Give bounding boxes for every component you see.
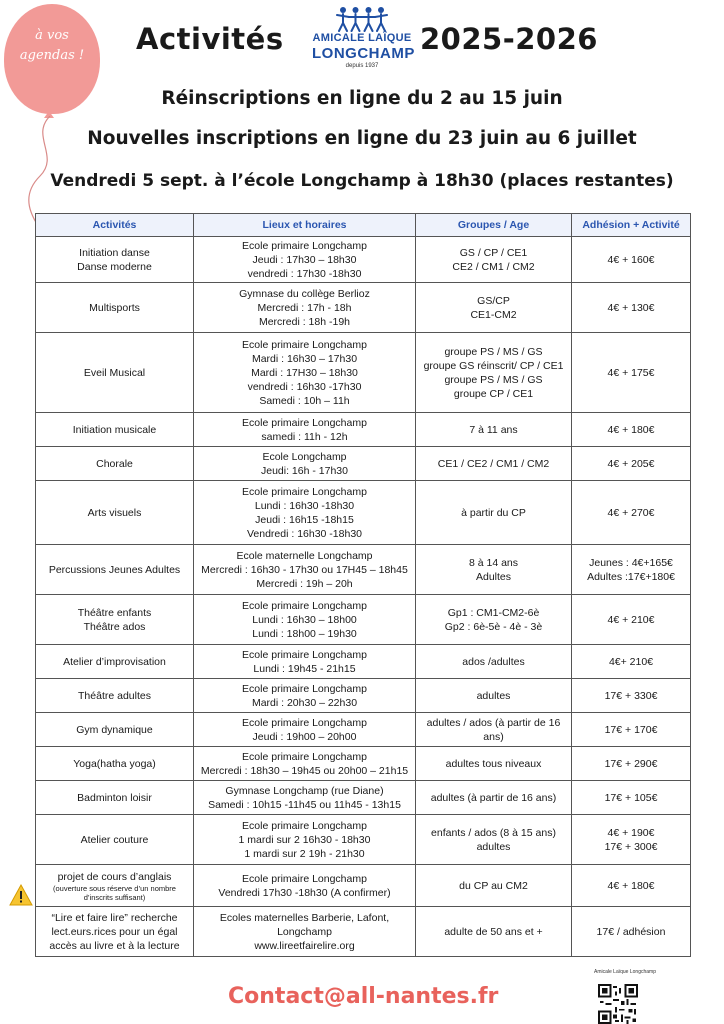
cell-places-line: Lundi : 18h00 – 19h30 xyxy=(252,627,357,640)
cell-activity-line: Multisports xyxy=(89,301,140,314)
subtitle-vendredi: Vendredi 5 sept. à l’école Longchamp à 18h30 (places restantes) xyxy=(50,171,674,191)
balloon-text xyxy=(4,26,100,66)
activity-note: (ouverture sous réserve d’un nombre d’inscrits suffisant) xyxy=(53,883,176,902)
cell-price xyxy=(572,283,691,333)
cell-places-line: Ecole primaire Longchamp xyxy=(242,239,367,252)
qr-code-icon[interactable] xyxy=(598,984,638,1024)
cell-activity xyxy=(36,747,194,781)
cell-places-line: Gymnase Longchamp (rue Diane) xyxy=(225,784,384,797)
cell-places-line: Mercredi : 18h -19h xyxy=(258,315,351,328)
cell-places-line: Jeudi: 16h - 17h30 xyxy=(261,464,348,477)
cell-groups-line: adulte de 50 ans et + xyxy=(444,925,543,938)
table-row xyxy=(36,595,691,645)
cell-groups-line: CE1 / CE2 / CM1 / CM2 xyxy=(437,457,550,470)
cell-groups xyxy=(416,747,572,781)
cell-activity-line: “Lire et faire lire” recherche xyxy=(51,911,178,924)
cell-places-line: Jeudi : 19h00 – 20h00 xyxy=(252,730,357,743)
cell-activity-line: Arts visuels xyxy=(87,506,142,519)
cell-price xyxy=(572,713,691,747)
cell-activity xyxy=(36,595,194,645)
table-header-row xyxy=(36,214,691,237)
cell-activity xyxy=(36,283,194,333)
table-row xyxy=(36,481,691,545)
cell-places-line: Lundi : 16h30 -18h30 xyxy=(254,499,355,512)
table-row xyxy=(36,413,691,447)
cell-price xyxy=(572,237,691,283)
cell-price-line: 4€ + 160€ xyxy=(607,253,655,266)
cell-places xyxy=(194,595,416,645)
subtitle-reinscriptions: Réinscriptions en ligne du 2 au 15 juin xyxy=(161,88,563,109)
cell-groups-line: adultes xyxy=(476,689,511,702)
cell-activity xyxy=(36,907,194,957)
cell-activity xyxy=(36,713,194,747)
table-row xyxy=(36,545,691,595)
table-row xyxy=(36,865,691,907)
cell-places-line: www.lireetfairelire.org xyxy=(254,939,355,952)
association-logo xyxy=(312,6,415,80)
table-row xyxy=(36,283,691,333)
cell-groups-line: enfants / ados (8 à 15 ans) xyxy=(431,826,556,839)
cell-places-line: Samedi : 10h15 -11h45 ou 11h45 - 13h15 xyxy=(208,798,401,811)
cell-groups-line: du CP au CM2 xyxy=(459,879,528,892)
cell-places-line: Vendredi 17h30 -18h30 (A confirmer) xyxy=(218,886,391,899)
cell-groups xyxy=(416,781,572,815)
cell-places-line: Jeudi : 16h15 -18h15 xyxy=(255,513,354,526)
people-logo-icon xyxy=(336,6,388,32)
cell-places xyxy=(194,747,416,781)
cell-places-line: Ecole primaire Longchamp xyxy=(242,416,367,429)
cell-price xyxy=(572,447,691,481)
cell-activity-line: Gym dynamique xyxy=(76,723,153,736)
cell-groups xyxy=(416,595,572,645)
cell-places xyxy=(194,237,416,283)
cell-price-line: Jeunes : 4€+165€ xyxy=(589,556,673,569)
cell-groups xyxy=(416,815,572,865)
cell-groups xyxy=(416,907,572,957)
cell-places-line: Ecole primaire Longchamp xyxy=(242,338,367,351)
cell-price-line: 4€ + 130€ xyxy=(607,301,655,314)
cell-activity-line: projet de cours d’anglais xyxy=(57,870,172,883)
cell-price xyxy=(572,333,691,413)
cell-groups-line: à partir du CP xyxy=(461,506,526,519)
table-row xyxy=(36,447,691,481)
cell-places-line: Longchamp xyxy=(277,925,332,938)
cell-groups xyxy=(416,333,572,413)
cell-activity xyxy=(36,679,194,713)
cell-places xyxy=(194,481,416,545)
cell-places-line: Gymnase du collège Berlioz xyxy=(239,287,370,300)
cell-places-line: Mardi : 20h30 – 22h30 xyxy=(251,696,358,709)
cell-places xyxy=(194,815,416,865)
cell-places-line: Mercredi : 16h30 - 17h30 ou 17H45 – 18h45 xyxy=(201,563,408,576)
cell-activity xyxy=(36,865,194,907)
cell-places-line: Lundi : 16h30 – 18h00 xyxy=(252,613,357,626)
cell-groups xyxy=(416,237,572,283)
cell-places-line: 1 mardi sur 2 16h30 - 18h30 xyxy=(238,833,371,846)
cell-places-line: Ecole primaire Longchamp xyxy=(242,872,367,885)
cell-groups-line: adultes tous niveaux xyxy=(445,757,542,770)
cell-price-line: 4€ + 270€ xyxy=(607,506,655,519)
cell-price-line: 4€ + 180€ xyxy=(607,423,655,436)
cell-places-line: Ecole primaire Longchamp xyxy=(242,648,367,661)
cell-groups-line: CE1-CM2 xyxy=(470,308,517,321)
cell-places-line: Ecoles maternelles Barberie, Lafont, xyxy=(219,911,390,924)
cell-price-line: Adultes :17€+180€ xyxy=(587,570,675,583)
cell-places-line: vendredi : 16h30 -17h30 xyxy=(247,380,362,393)
cell-price xyxy=(572,747,691,781)
table-row xyxy=(36,333,691,413)
cell-places-line: Ecole primaire Longchamp xyxy=(242,750,367,763)
cell-places xyxy=(194,333,416,413)
cell-activity xyxy=(36,781,194,815)
cell-groups xyxy=(416,865,572,907)
cell-places xyxy=(194,283,416,333)
cell-places xyxy=(194,781,416,815)
subtitle-nouvelles-inscriptions: Nouvelles inscriptions en ligne du 23 juin au 6 juillet xyxy=(87,128,637,149)
cell-price-line: 17€ + 300€ xyxy=(604,840,658,853)
cell-price-line: 4€ + 175€ xyxy=(607,366,655,379)
cell-places-line: vendredi : 17h30 -18h30 xyxy=(247,267,362,280)
cell-places-line: Ecole primaire Longchamp xyxy=(242,682,367,695)
cell-activity xyxy=(36,481,194,545)
cell-price-line: 4€ + 190€ xyxy=(607,826,655,839)
cell-groups-line: groupe PS / MS / GS xyxy=(444,345,543,358)
cell-groups-line: 8 à 14 ans xyxy=(468,556,519,569)
balloon-line-1: à vos xyxy=(35,28,69,43)
cell-groups-line: CE2 / CM1 / CM2 xyxy=(452,260,535,273)
table-row xyxy=(36,747,691,781)
cell-places xyxy=(194,907,416,957)
qr-label: Amicale Laïque Longchamp xyxy=(594,969,656,975)
cell-groups-line: Gp2 : 6è-5è - 4è - 3è xyxy=(444,620,543,633)
cell-price-line: 17€ + 105€ xyxy=(604,791,658,804)
cell-price-line: 17€ / adhésion xyxy=(596,925,666,938)
cell-places-line: Jeudi : 17h30 – 18h30 xyxy=(252,253,357,266)
cell-activity-line: Théâtre enfants xyxy=(77,606,152,619)
cell-places xyxy=(194,679,416,713)
logo-since: depuis 1937 xyxy=(345,63,379,69)
cell-activity-line: Chorale xyxy=(96,457,133,470)
cell-places-line: Ecole Longchamp xyxy=(262,450,347,463)
cell-price-line: 17€ + 330€ xyxy=(604,689,658,702)
cell-places-line: Samedi : 10h – 11h xyxy=(259,394,350,407)
cell-activity xyxy=(36,237,194,283)
cell-groups-line: adultes / ados (à partir de 16 xyxy=(426,716,561,729)
cell-price-line: 17€ + 170€ xyxy=(604,723,658,736)
cell-groups xyxy=(416,283,572,333)
cell-places-line: Ecole primaire Longchamp xyxy=(242,485,367,498)
cell-activity-line: Danse moderne xyxy=(77,260,152,273)
cell-groups-line: Gp1 : CM1-CM2-6è xyxy=(447,606,540,619)
cell-groups-line: adultes xyxy=(476,840,511,853)
cell-activity xyxy=(36,413,194,447)
cell-activity xyxy=(36,333,194,413)
cell-groups xyxy=(416,645,572,679)
cell-groups-line: groupe CP / CE1 xyxy=(453,387,534,400)
contact-email[interactable]: Contact@all-nantes.fr xyxy=(228,984,499,1009)
table-body xyxy=(36,237,691,957)
cell-price xyxy=(572,413,691,447)
header-adhesion: Adhésion + Activité xyxy=(572,214,691,237)
cell-places-line: Ecole primaire Longchamp xyxy=(242,599,367,612)
cell-activity-line: Théâtre ados xyxy=(83,620,146,633)
cell-activity-line: Initiation danse xyxy=(79,246,150,259)
cell-places xyxy=(194,413,416,447)
table-row xyxy=(36,645,691,679)
cell-activity-line: Yoga(hatha yoga) xyxy=(73,757,156,770)
title-year: 2025-2026 xyxy=(420,22,598,56)
cell-places-line: Ecole primaire Longchamp xyxy=(242,716,367,729)
table-row xyxy=(36,781,691,815)
table-row xyxy=(36,815,691,865)
activities-table xyxy=(35,213,691,957)
cell-places-line: Ecole primaire Longchamp xyxy=(242,819,367,832)
cell-groups xyxy=(416,679,572,713)
header-groupes: Groupes / Age xyxy=(416,214,572,237)
cell-activity-line: Atelier couture xyxy=(80,833,149,846)
cell-price xyxy=(572,865,691,907)
cell-places xyxy=(194,545,416,595)
cell-places-line: Ecole maternelle Longchamp xyxy=(236,549,373,562)
cell-activity-line: Théâtre adultes xyxy=(78,689,151,702)
cell-price xyxy=(572,679,691,713)
cell-places-line: Vendredi : 16h30 -18h30 xyxy=(246,527,362,540)
cell-groups-line: GS/CP xyxy=(477,294,510,307)
cell-places xyxy=(194,713,416,747)
cell-price-line: 4€ + 180€ xyxy=(607,879,655,892)
cell-price-line: 4€ + 205€ xyxy=(607,457,655,470)
cell-activity-line: Badminton loisir xyxy=(77,791,152,804)
cell-groups xyxy=(416,481,572,545)
table-row xyxy=(36,907,691,957)
cell-places-line: samedi : 11h - 12h xyxy=(261,430,348,443)
cell-groups-line: GS / CP / CE1 xyxy=(459,246,528,259)
cell-activity xyxy=(36,645,194,679)
cell-groups-line: 7 à 11 ans xyxy=(469,423,518,436)
cell-groups-line: adultes (à partir de 16 ans) xyxy=(430,791,557,804)
logo-line-1: AMICALE LAÏQUE xyxy=(312,32,412,44)
cell-price-line: 4€ + 210€ xyxy=(607,613,655,626)
cell-activity-line: accès au livre et à la lecture xyxy=(49,939,180,952)
cell-activity-line: Percussions Jeunes Adultes xyxy=(48,563,181,576)
cell-places-line: Mardi : 16h30 – 17h30 xyxy=(251,352,358,365)
cell-places-line: Mardi : 17H30 – 18h30 xyxy=(251,366,358,379)
cell-groups-line: groupe GS réinscrit/ CP / CE1 xyxy=(423,359,564,372)
cell-price xyxy=(572,907,691,957)
header-lieux: Lieux et horaires xyxy=(194,214,416,237)
cell-places-line: Lundi : 19h45 - 21h15 xyxy=(253,662,356,675)
cell-activity xyxy=(36,447,194,481)
cell-places xyxy=(194,865,416,907)
cell-activity-line: Atelier d’improvisation xyxy=(63,655,166,668)
cell-places-line: Mercredi : 19h – 20h xyxy=(256,577,353,590)
cell-groups-line: Adultes xyxy=(475,570,512,583)
cell-groups xyxy=(416,545,572,595)
title-activites: Activités xyxy=(136,22,284,56)
cell-activity-line: Eveil Musical xyxy=(83,366,146,379)
cell-groups xyxy=(416,413,572,447)
header-activites: Activités xyxy=(36,214,194,237)
cell-places xyxy=(194,645,416,679)
cell-groups-line: groupe PS / MS / GS xyxy=(444,373,543,386)
cell-price xyxy=(572,781,691,815)
table-row xyxy=(36,679,691,713)
cell-activity xyxy=(36,545,194,595)
cell-groups-line: ans) xyxy=(483,730,504,743)
cell-activity-line: lect.eurs.rices pour un égal xyxy=(51,925,178,938)
cell-places-line: Mercredi : 17h - 18h xyxy=(257,301,352,314)
cell-groups xyxy=(416,713,572,747)
cell-price xyxy=(572,545,691,595)
cell-places xyxy=(194,447,416,481)
cell-groups-line: ados /adultes xyxy=(462,655,525,668)
cell-price-line: 17€ + 290€ xyxy=(604,757,658,770)
cell-price xyxy=(572,481,691,545)
cell-activity-line: Initiation musicale xyxy=(72,423,157,436)
warning-icon xyxy=(9,884,33,906)
table-row xyxy=(36,237,691,283)
cell-price xyxy=(572,645,691,679)
cell-places-line: Mercredi : 18h30 – 19h45 ou 20h00 – 21h15 xyxy=(200,764,409,777)
cell-places-line: 1 mardi sur 2 19h - 21h30 xyxy=(244,847,365,860)
balloon-line-2: agendas ! xyxy=(19,48,85,63)
logo-line-2: LONGCHAMP xyxy=(312,45,415,62)
cell-price-line: 4€+ 210€ xyxy=(608,655,654,668)
cell-activity xyxy=(36,815,194,865)
cell-price xyxy=(572,815,691,865)
table-row xyxy=(36,713,691,747)
cell-groups xyxy=(416,447,572,481)
cell-price xyxy=(572,595,691,645)
